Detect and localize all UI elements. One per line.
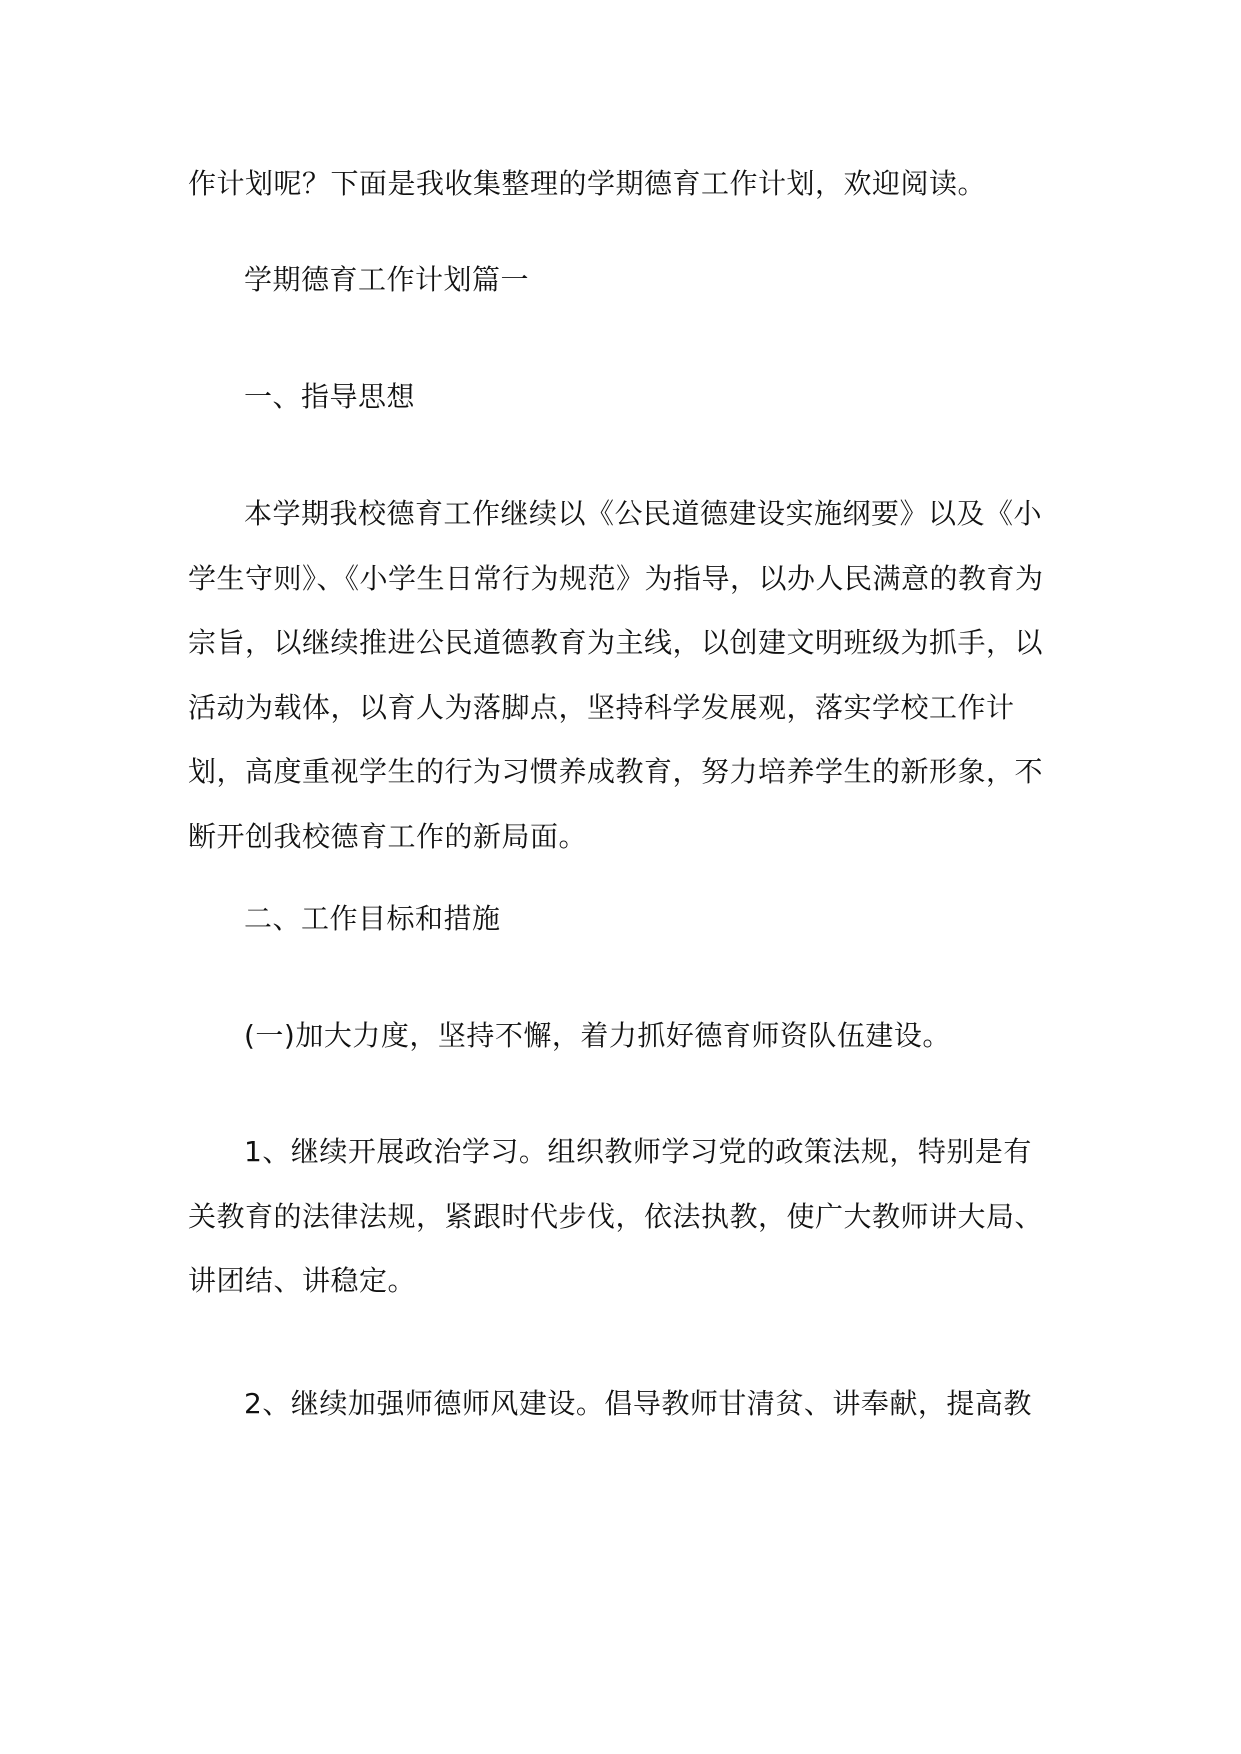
subheading-teacher-team: (一)加大力度，坚持不懈，着力抓好德育师资队伍建设。	[244, 1019, 951, 1052]
list-item-teacher-ethics: 2、继续加强师德师风建设。倡导教师甘清贫、讲奉献，提高教	[244, 1387, 1032, 1420]
intro-line: 作计划呢？下面是我收集整理的学期德育工作计划，欢迎阅读。	[188, 167, 987, 200]
section-title: 学期德育工作计划篇一	[244, 263, 530, 296]
heading-guiding-ideology: 一、指导思想	[244, 380, 416, 413]
paragraph-guiding-ideology: 本学期我校德育工作继续以《公民道德建设实施纲要》以及《小学生守则》、《小学生日常行为规范》为指导，以办人民满意的教育为宗旨，以继续推进公民道德教育为主线，以创建文明班级为抓手，以活动为载体，以育人为落脚点，坚持科学发展观，落实学校工作计划，高度重视学生的行为习惯养成教育，努力培养学生的新形象，不断开创我校德育工作的新局面。	[188, 497, 1044, 853]
heading-goals-measures: 二、工作目标和措施	[244, 902, 501, 935]
list-item-political-study: 1、继续开展政治学习。组织教师学习党的政策法规，特别是有关教育的法律法规，紧跟时代步伐，依法执教，使广大教师讲大局、讲团结、讲稳定。	[188, 1135, 1044, 1297]
